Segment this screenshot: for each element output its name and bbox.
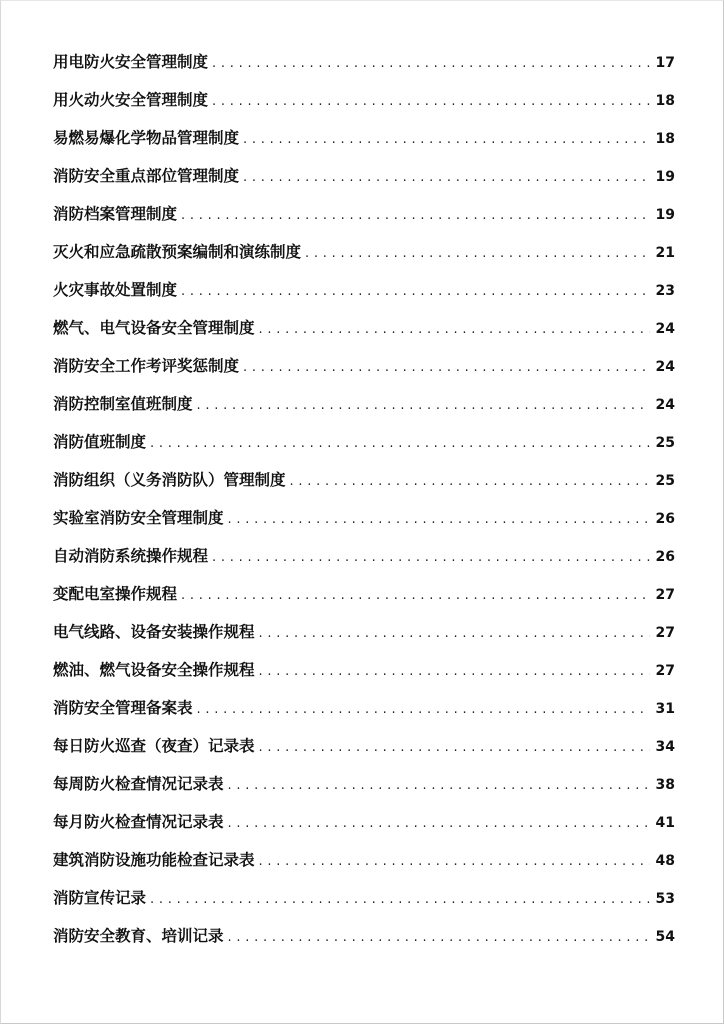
- toc-entry: [53, 727, 675, 765]
- toc-dot-leader: [212, 83, 650, 121]
- toc-entry-title: 用火动火安全管理制度: [53, 91, 209, 109]
- toc-entry: [53, 765, 675, 803]
- toc-dot-leader: [197, 387, 650, 425]
- toc-entry-page: 53: [655, 891, 675, 907]
- toc-entry: [53, 499, 675, 537]
- toc-entry-title: 消防组织（义务消防队）管理制度: [53, 471, 286, 489]
- toc-entry-page: 48: [655, 853, 675, 869]
- toc-dot-leader: [243, 159, 650, 197]
- toc-dot-leader: [181, 273, 650, 311]
- toc-entry-page: 54: [655, 929, 675, 945]
- toc-entry: [53, 879, 675, 917]
- toc-entry-page: 41: [655, 815, 675, 831]
- toc-entry-page: 34: [655, 739, 675, 755]
- toc-entry-title: 每周防火检查情况记录表: [53, 775, 224, 793]
- toc-entry: [53, 651, 675, 689]
- toc-entry-page: 19: [655, 207, 675, 223]
- toc-dot-leader: [197, 691, 650, 729]
- toc-entry: [53, 81, 675, 119]
- toc-entry: [53, 233, 675, 271]
- toc-entry: [53, 537, 675, 575]
- toc-dot-leader: [212, 539, 650, 577]
- toc-entry-title: 消防宣传记录: [53, 889, 147, 907]
- toc-dot-leader: [243, 349, 650, 387]
- toc-entry-title: 电气线路、设备安装操作规程: [53, 623, 255, 641]
- toc-entry-page: 23: [655, 283, 675, 299]
- toc-entry: [53, 195, 675, 233]
- toc-entry: [53, 461, 675, 499]
- toc-dot-leader: [259, 729, 650, 767]
- toc-entry-title: 易燃易爆化学物品管理制度: [53, 129, 240, 147]
- toc-entry-title: 自动消防系统操作规程: [53, 547, 209, 565]
- toc-entry: [53, 803, 675, 841]
- toc-entry-page: 25: [655, 435, 675, 451]
- toc-entry: [53, 689, 675, 727]
- toc-dot-leader: [243, 121, 650, 159]
- toc-entry-title: 消防档案管理制度: [53, 205, 178, 223]
- toc-entry-title: 实验室消防安全管理制度: [53, 509, 224, 527]
- toc-dot-leader: [290, 463, 650, 501]
- toc-entry-title: 每月防火检查情况记录表: [53, 813, 224, 831]
- toc-entry-title: 用电防火安全管理制度: [53, 53, 209, 71]
- toc-dot-leader: [150, 881, 650, 919]
- toc-entry-page: 21: [655, 245, 675, 261]
- toc-entry-title: 消防安全教育、培训记录: [53, 927, 224, 945]
- toc-entry: [53, 119, 675, 157]
- toc-dot-leader: [212, 45, 650, 83]
- toc-entry-page: 25: [655, 473, 675, 489]
- toc-dot-leader: [181, 577, 650, 615]
- toc-entry-title: 消防安全工作考评奖惩制度: [53, 357, 240, 375]
- toc-entry: [53, 841, 675, 879]
- toc-entry: [53, 423, 675, 461]
- table-of-contents: [53, 43, 675, 955]
- toc-entry: [53, 575, 675, 613]
- toc-entry-page: 26: [655, 549, 675, 565]
- toc-entry-page: 17: [655, 55, 675, 71]
- toc-entry: [53, 917, 675, 955]
- toc-entry: [53, 385, 675, 423]
- toc-dot-leader: [228, 805, 650, 843]
- toc-entry-page: 27: [655, 663, 675, 679]
- toc-dot-leader: [259, 843, 650, 881]
- toc-entry-title: 燃气、电气设备安全管理制度: [53, 319, 255, 337]
- toc-entry-page: 24: [655, 321, 675, 337]
- toc-entry: [53, 613, 675, 651]
- toc-dot-leader: [181, 197, 650, 235]
- toc-dot-leader: [228, 767, 650, 805]
- toc-entry-title: 消防安全管理备案表: [53, 699, 193, 717]
- toc-entry-page: 18: [655, 93, 675, 109]
- toc-dot-leader: [228, 919, 650, 957]
- toc-entry-title: 燃油、燃气设备安全操作规程: [53, 661, 255, 679]
- toc-entry: [53, 271, 675, 309]
- toc-entry-page: 31: [655, 701, 675, 717]
- toc-entry-page: 24: [655, 397, 675, 413]
- toc-entry: [53, 309, 675, 347]
- toc-dot-leader: [150, 425, 650, 463]
- toc-entry: [53, 43, 675, 81]
- toc-entry-title: 变配电室操作规程: [53, 585, 178, 603]
- toc-dot-leader: [259, 615, 650, 653]
- toc-entry-page: 18: [655, 131, 675, 147]
- toc-entry-page: 24: [655, 359, 675, 375]
- toc-dot-leader: [305, 235, 650, 273]
- toc-entry-page: 19: [655, 169, 675, 185]
- toc-entry-title: 消防控制室值班制度: [53, 395, 193, 413]
- toc-entry-title: 灭火和应急疏散预案编制和演练制度: [53, 243, 302, 261]
- toc-entry-page: 27: [655, 587, 675, 603]
- toc-entry-page: 26: [655, 511, 675, 527]
- toc-entry: [53, 157, 675, 195]
- toc-dot-leader: [228, 501, 650, 539]
- toc-dot-leader: [259, 311, 650, 349]
- toc-dot-leader: [259, 653, 650, 691]
- toc-entry-title: 消防安全重点部位管理制度: [53, 167, 240, 185]
- toc-entry-page: 38: [655, 777, 675, 793]
- toc-entry-title: 火灾事故处置制度: [53, 281, 178, 299]
- toc-entry-title: 每日防火巡查（夜查）记录表: [53, 737, 255, 755]
- toc-entry-page: 27: [655, 625, 675, 641]
- toc-entry-title: 消防值班制度: [53, 433, 147, 451]
- toc-entry: [53, 347, 675, 385]
- toc-entry-title: 建筑消防设施功能检查记录表: [53, 851, 255, 869]
